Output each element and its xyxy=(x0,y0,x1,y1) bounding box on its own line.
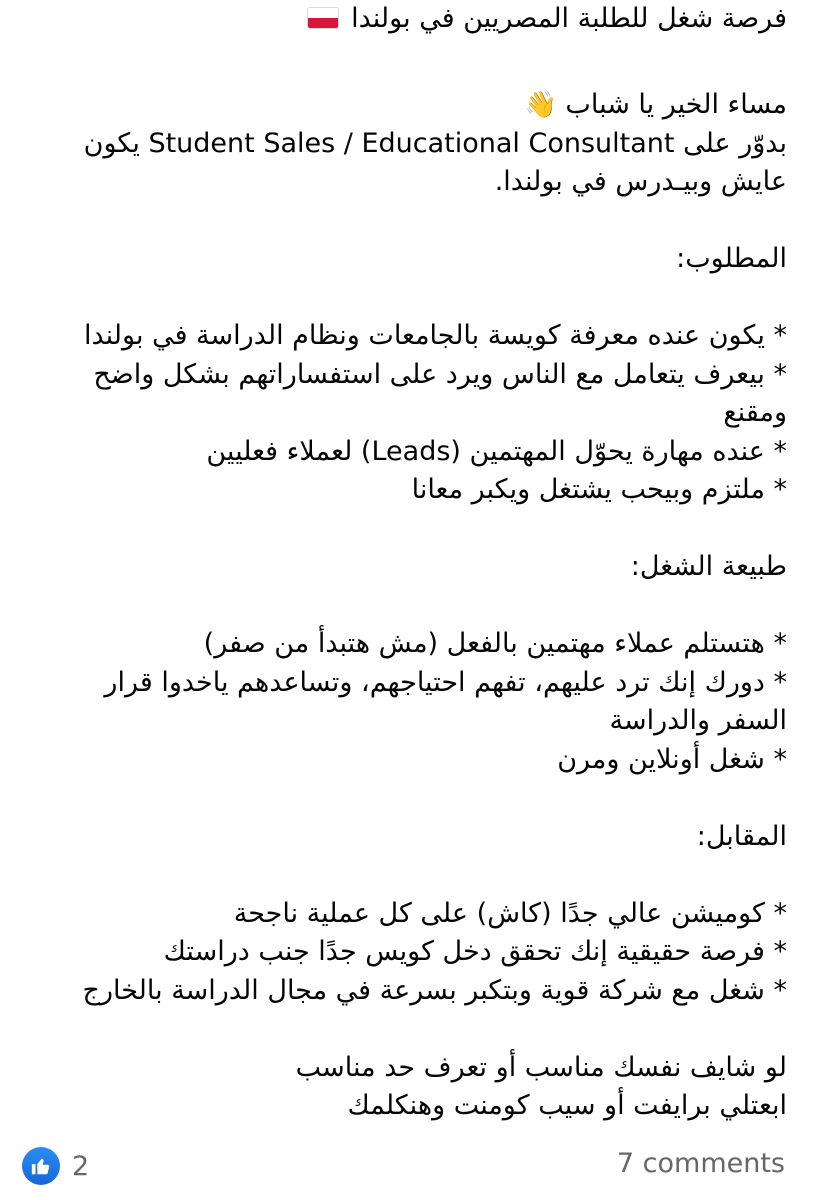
list-item: * هتستلم عملاء مهتمين بالفعل (مش هتبدأ من صفر) xyxy=(203,628,787,659)
intro-prefix: بدوّر على xyxy=(683,127,787,159)
list-item: * شغل مع شركة قوية وبتكبر بسرعة في مجال الدراسة بالخارج xyxy=(82,974,787,1006)
list-item: * يكون عنده معرفة كويسة بالجامعات ونظام الدراسة في بولندا xyxy=(83,320,787,351)
intro-role: Student Sales / Educational Consultant xyxy=(148,127,675,159)
closing-line: لو شايف نفسك مناسب أو تعرف حد مناسب xyxy=(295,1051,787,1083)
poland-flag-icon xyxy=(307,7,339,29)
post-title: فرصة شغل للطلبة المصريين في بولندا xyxy=(351,3,787,34)
list-item: * بيعرف يتعامل مع الناس ويرد على استفساراتهم بشكل واضح xyxy=(93,358,787,390)
waving-hand-icon: 👋 xyxy=(524,90,557,120)
list-item: * كوميشن عالي جدًا (كاش) على كل عملية ناجحة xyxy=(233,897,787,929)
list-item: * دورك إنك ترد عليهم، تفهم احتياجهم، وتساعدهم ياخدوا قرار xyxy=(104,666,787,698)
greeting-text: مساء الخير يا شباب xyxy=(565,89,787,120)
intro-suffix: يكون xyxy=(83,127,140,159)
post-title-line xyxy=(26,0,787,39)
requirements-heading: المطلوب: xyxy=(676,243,787,274)
greeting-line xyxy=(26,86,787,125)
list-item: * ملتزم وبيحب يشتغل ويكبر معانا xyxy=(411,474,787,505)
like-count: 2 xyxy=(72,1150,90,1182)
intro-line-1 xyxy=(26,125,787,164)
list-item: * شغل أونلاين ومرن xyxy=(557,743,787,775)
thumbs-up-icon xyxy=(22,1147,60,1185)
list-item: السفر والدراسة xyxy=(609,705,787,736)
post-footer xyxy=(0,1145,813,1190)
list-item: ومقنع xyxy=(723,397,787,428)
job-nature-heading: طبيعة الشغل: xyxy=(630,551,787,582)
reactions-summary[interactable] xyxy=(22,1147,89,1185)
compensation-heading: المقابل: xyxy=(696,820,787,852)
list-item: * فرصة حقيقية إنك تحقق دخل كويس جدًا جنب دراستك xyxy=(163,936,787,967)
comments-link[interactable]: 7 comments xyxy=(616,1148,785,1179)
closing-line: ابعتلي برايفت أو سيب كومنت وهنكلمك xyxy=(347,1090,787,1121)
intro-line-2: عايش وبيـدرس في بولندا. xyxy=(494,166,787,197)
list-item: * عنده مهارة يحوّل المهتمين (Leads) لعملاء فعليين xyxy=(206,435,787,467)
